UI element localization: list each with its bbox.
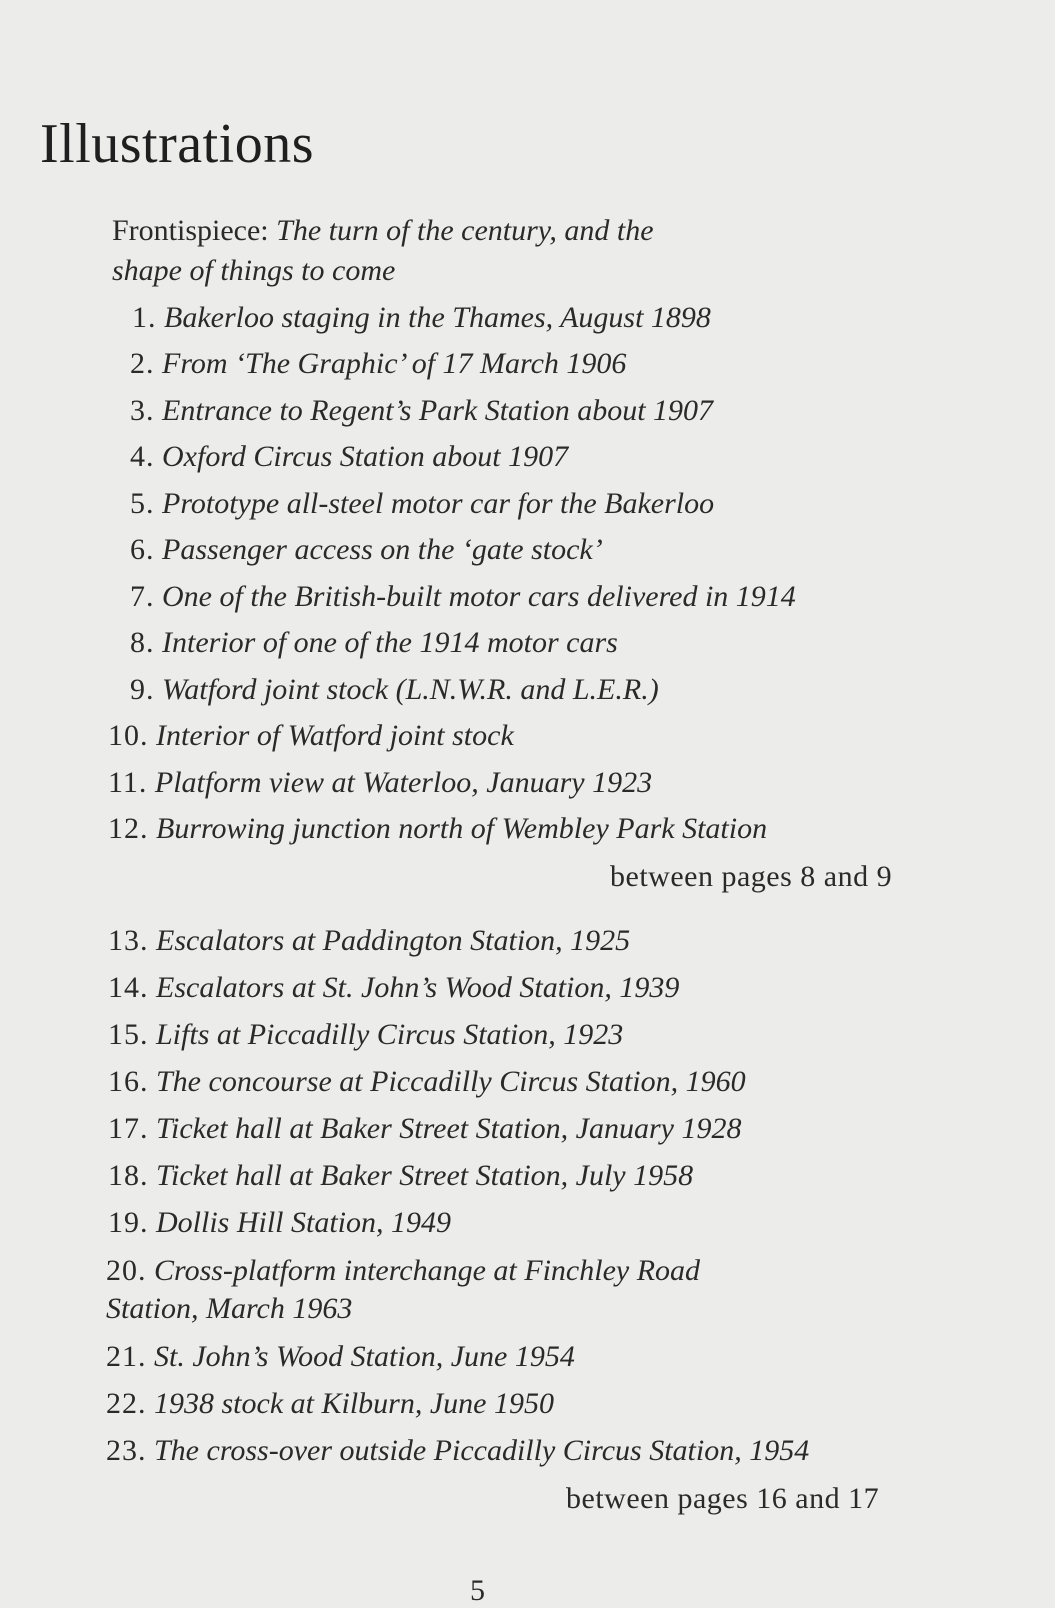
list-item: 14. Escalators at St. John’s Wood Station, 1939 xyxy=(108,971,680,1004)
page-range-1: between pages 8 and 9 xyxy=(610,860,893,893)
frontispiece-line-2: shape of things to come xyxy=(112,254,396,287)
list-item: 5. Prototype all-steel motor car for the Bakerloo xyxy=(130,487,715,520)
list-item: 12. Burrowing junction north of Wembley Park Station xyxy=(108,812,768,845)
list-item: 15. Lifts at Piccadilly Circus Station, 1923 xyxy=(108,1018,624,1051)
list-item: 11. Platform view at Waterloo, January 1923 xyxy=(108,766,653,799)
page-range-2: between pages 16 and 17 xyxy=(566,1482,880,1515)
list-item: 20. Cross-platform interchange at Finchley Road xyxy=(106,1254,701,1287)
frontispiece-label: Frontispiece: xyxy=(112,214,269,247)
list-item: 18. Ticket hall at Baker Street Station, July 1958 xyxy=(108,1159,694,1192)
page-number: 5 xyxy=(470,1574,485,1607)
list-item: 13. Escalators at Paddington Station, 1925 xyxy=(108,924,631,957)
page-title: Illustrations xyxy=(40,113,315,175)
list-item: 10. Interior of Watford joint stock xyxy=(108,719,514,752)
list-item: 6. Passenger access on the ‘gate stock’ xyxy=(130,533,603,566)
frontispiece-caption: The turn of the century, and the xyxy=(276,214,654,247)
list-item: 2. From ‘The Graphic’ of 17 March 1906 xyxy=(130,347,627,380)
list-item: 1. Bakerloo staging in the Thames, August 1898 xyxy=(132,301,711,334)
list-item: 23. The cross-over outside Piccadilly Circus Station, 1954 xyxy=(106,1434,810,1467)
list-item: 4. Oxford Circus Station about 1907 xyxy=(130,440,569,473)
list-item-continuation: Station, March 1963 xyxy=(106,1292,353,1325)
list-item: 16. The concourse at Piccadilly Circus Station, 1960 xyxy=(108,1065,746,1098)
list-item: 21. St. John’s Wood Station, June 1954 xyxy=(106,1340,575,1373)
list-item: 17. Ticket hall at Baker Street Station, January 1928 xyxy=(108,1112,742,1145)
list-item: 22. 1938 stock at Kilburn, June 1950 xyxy=(106,1387,554,1420)
list-item: 8. Interior of one of the 1914 motor cars xyxy=(130,626,618,659)
list-item: 19. Dollis Hill Station, 1949 xyxy=(108,1206,452,1239)
list-item: 7. One of the British-built motor cars delivered in 1914 xyxy=(130,580,796,613)
list-item: 3. Entrance to Regent’s Park Station about 1907 xyxy=(130,394,714,427)
frontispiece-line-1 xyxy=(112,214,654,248)
list-item: 9. Watford joint stock (L.N.W.R. and L.E.R.) xyxy=(130,673,659,706)
